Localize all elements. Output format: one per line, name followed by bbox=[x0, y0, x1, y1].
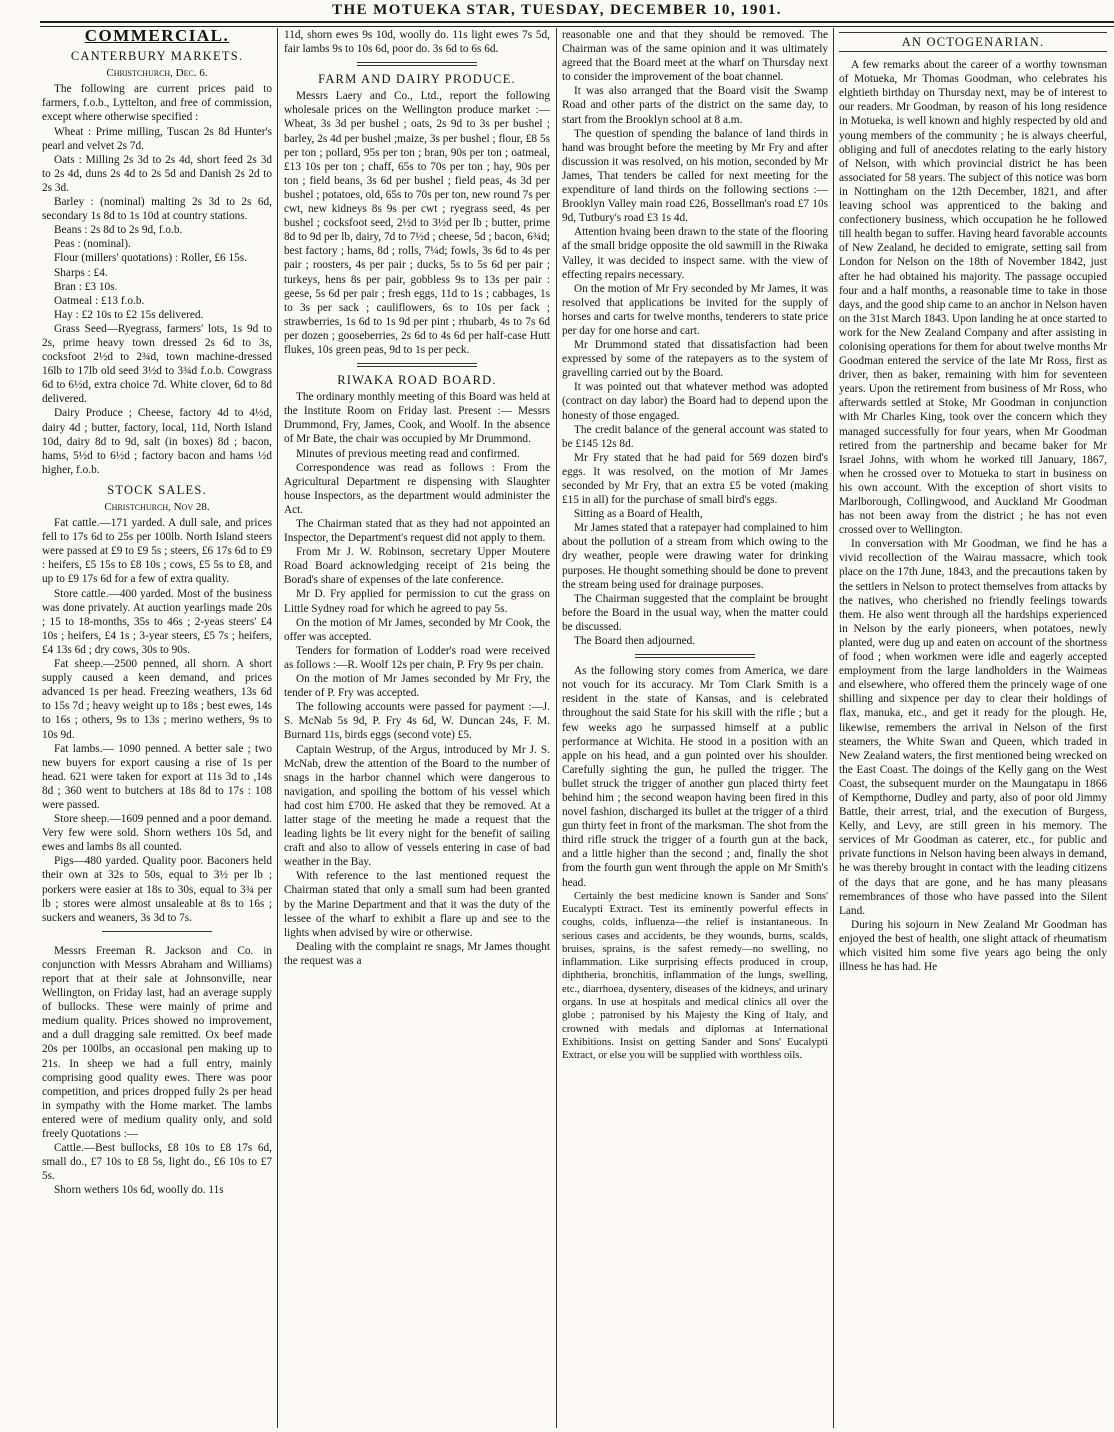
board-report-continued bbox=[562, 28, 828, 648]
paragraph: Hay : £2 10s to £2 15s delivered. bbox=[54, 308, 204, 321]
paragraph: Sharps : £4. bbox=[54, 266, 108, 279]
paragraph: The Board then adjourned. bbox=[574, 635, 696, 648]
paragraph: Shorn wethers 10s 6d, woolly do. 11s bbox=[54, 1184, 224, 1197]
paragraph: Fat lambs.— 1090 penned. A better sale ; two new buyers for export causing a rise of 1s per head. 621 were taken for export at 11s 3d to ,14s 8d ; 360 went to butchers at 18s 8d to 17s : 108 were passed. bbox=[42, 742, 272, 811]
paragraph: On the motion of Mr Fry seconded by Mr James, it was resolved that applications be invited for the supply of horses and carts for twelve months, tenderers to state price per day for one horse and cart. bbox=[562, 282, 828, 337]
paragraph: Oatmeal : £13 f.o.b. bbox=[54, 294, 145, 307]
heading-stock-sales: STOCK SALES. bbox=[107, 482, 207, 497]
column-octogenarian bbox=[839, 28, 1107, 1428]
paragraph: The ordinary monthly meeting of this Board was held at the Institute Room on Friday last. Present :— Messrs Drummond, Fry, James, Cook, and Woolf. In the absence of Mr Bate, the chair was occupied by Mr Drummond. bbox=[284, 391, 550, 446]
divider-line bbox=[357, 62, 477, 66]
paragraph: Attention hvaing been drawn to the state of the flooring af the small bridge opposite the old sawmill in the Riwaka Valley, it was decided to inspect same. with the view of effecting repairs necessary. bbox=[562, 226, 828, 281]
paragraph: Grass Seed—Ryegrass, farmers' lots, 1s 9d to 2s, prime heavy town dressed 2s 6d to 3s, cocksfoot 2½d to 2¾d, town machine-dressed 16lb to 17lb old seed 3½d to 3¾d f.o.b. Cowgrass 6d to 6½d, extra choice 7d. White clover, 6d to 8d delivered. bbox=[42, 322, 272, 406]
heading-farm-dairy: FARM AND DAIRY PRODUCE. bbox=[318, 72, 516, 87]
paragraph: With reference to the last mentioned request the Chairman stated that only a small sum had been granted by the Marine Department and that it was the duty of the lessee of the wharf to exhibit a flare up and see to the lights when advised by wire or otherwise. bbox=[284, 870, 550, 939]
masthead-rule bbox=[40, 21, 1114, 27]
paragraph: Sitting as a Board of Health, bbox=[574, 508, 703, 521]
paragraph: The Chairman suggested that the complaint be brought before the Board in the usual way, when the matter could be discussed. bbox=[562, 592, 828, 633]
paragraph: Wheat : Prime milling, Tuscan 2s 8d Hunter's pearl and velvet 2s 7d. bbox=[42, 125, 272, 152]
paragraph: It was pointed out that whatever method was adopted (contract on day labor) the Board had to depend upon the honesty of those engaged. bbox=[562, 381, 828, 422]
paragraph: A few remarks about the career of a worthy townsman of Motueka, Mr Thomas Goodman, who celebrates his elghtieth birthday on Thursday next, may be of interest to our readers. Mr Goodman, by reason of his long residence in Motueka, is well known and highly respected by old and young members of the community ; he is always cheerful, obliging and full of anecdotes relating to the early history of Nelson, with which provincial district he has been associated for 58 years. The subject of this notice was born in Nottingham on the 12th December, 1821, and after leaving school was apprenticed to the baking and confectionery business, which occupation he he followed till health began to suffer. Having heard favorable accounts of New Zealand, he decided to emigrate, setting sail from London for Nelson on the 18th of November 1842, just after he had obtained his majority. The passage occupied four and a half months, a reasonable time to take in those days, and the good ship came to an anchor in Nelson haven on the 31st March 1843. Upon landing he at once started to work for the New Zealand Company and after assisting in colonising operations for them for about twelve months Mr Goodman entered the service of the late Mr Ross, first as driver, then as baker, remaining with him for seventeen years. Upon the retirement from business of Mr Ross, who afterwards settled at Stoke, Mr Goodman in conjunction with Mr Charles King, took over the concern which they managed successfully for four years, when Mr Goodman retired from the partnership and became baker for Mr Israel Johns, with whom he worked till January, 1867, when he crossed over to Motueka to start in business on his own account. With the exception of short visits to Marlborough, Collingwood, and Auckland Mr Goodman has not been away from the district ; he has not even crossed over to Wellington. bbox=[839, 59, 1107, 537]
paragraph: Mr Drummond stated that dissatisfaction had been expressed by some of the ratepayers as to the system of gravelling carried out by the Board. bbox=[562, 339, 828, 380]
column-divider bbox=[277, 28, 278, 1428]
story-paragraph: As the following story comes from America, we dare not vouch for its accuracy. Mr Tom Clark Smith is a resident in the state of Kansas, and is celebrated throughout the said State for his skill with the rifle ; but a few weeks ago he surpassed himself at a public performance at Wichita. He stood in a position with an apple on his head, and a gun pointed over his shoulder. Carefully sighting the gun, he pulled the trigger. The bullet struck the trigger of another gun placed thirty feet behind him ; the second weapon having been fired in this novel fashion, discharged its bullet at the trigger of a third gun thirty feet in front of the marksman. The shot from the third rifle struck the trigger of a fourth gun at the back, and a little higher than the second ; and, finally the shot from the fourth gun went through the apple on Mr Smith's head. bbox=[562, 665, 828, 889]
paragraph: Store cattle.—400 yarded. Most of the business was done privately. At auction yearlings made 20s ; 15 to 18-months, 35s to 46s ; 2-yeas steers' £4 10s ; heifers, £4 1s ; 3-year steers, £5 7s ; heifers, £4 13s 6d ; dry cows, 30s to 90s. bbox=[42, 587, 272, 656]
advertisement-paragraph: Certainly the best medicine known is Sander and Sons' Eucalypti Extract. Test its eminently powerful effects in coughs, colds, influenza—the relief is instantaneous. In serious cases and accidents, be they wounds, burns, scalds, bruises, sprains, is the safest remedy—no swelling, no inflammation. Like surprising effects produced in croup, diphtheria, bronchitis, inflammation of the lungs, swelling, etc., diarrhoea, dysentery, diseases of the kidneys, and urinary organs. In use at hospitals and medical clinics all over the globe ; patronised by his Majesty the King of Italy, and crowned with medals and diplomas at International Exhibitions. Insist on getting Sander and Sons' Eucalypti Extract, or else you will be supplied with worthless oils. bbox=[562, 889, 828, 1062]
section-title-commercial: COMMERCIAL. bbox=[84, 28, 230, 45]
column-divider bbox=[556, 28, 557, 1428]
paragraph: Fat sheep.—2500 penned, all shorn. A short supply caused a keen demand, and prices advanced 1s per head. Freezing weathers, 13s 6d to 15s 7d ; heavy weight up to 18s ; best ewes, 14s to 16s ; others, 9s to 13s ; merino wethers, 9s to 10s 9d. bbox=[42, 658, 272, 741]
paragraph: Store sheep.—1609 penned and a poor demand. Very few were sold. Shorn wethers 10s 5d, and ewes and lambs 8s all counted. bbox=[42, 813, 272, 854]
heading-an-octogenarian: AN OCTOGENARIAN. bbox=[839, 32, 1107, 52]
paragraph: Peas : (nominal). bbox=[54, 238, 131, 251]
paragraph: Minutes of previous meeting read and confirmed. bbox=[296, 447, 520, 460]
paragraph: During his sojourn in New Zealand Mr Goodman has enjoyed the best of health, one slight attack of rheumatism which visited him some five years ago being the only illness he has had. He bbox=[839, 918, 1107, 974]
paragraph: Dairy Produce ; Cheese, factory 4d to 4½d, dairy 4d ; butter, factory, local, 11d, North Island 10d, dairy 8d to 9d, salt (in boxes) 8d ; bacon, hams, 5½d to 6½d ; factory bacon and hams ½d higher, f.o.b. bbox=[42, 407, 272, 476]
heading-canterbury-markets: CANTERBURY MARKETS. bbox=[70, 49, 244, 64]
dateline: Christchurch, Nov 28. bbox=[104, 501, 210, 513]
paragraph: The question of spending the balance of land thirds in hand was brought before the meeting by Mr Fry and after discussion it was resolved, on his motion, seconded by Mr James, That tenders be called for next meeting for the expenditure of land thirds on the following sections :—Brooklyn Valley main road £26, Bossellman's road £7 10s 9d, Tutbury's road £3 1s 4d. bbox=[562, 127, 828, 225]
masthead: THE MOTUEKA STAR, TUESDAY, DECEMBER 10, 1901. bbox=[332, 2, 782, 18]
paragraph: Bran : £3 10s. bbox=[54, 280, 118, 293]
paragraph: Mr Fry stated that he had paid for 569 dozen bird's eggs. It was resolved, on the motion of Mr James seconded by Mr Fry, that an extra £5 be voted (making £15 in all) for the purchase of small bird's eggs. bbox=[562, 451, 828, 507]
paragraph: On the motion of Mr James seconded by Mr Fry, the tender of P. Fry was accepted. bbox=[284, 673, 550, 700]
paragraph: 11d, shorn ewes 9s 10d, woolly do. 11s light ewes 7s 5d, fair lambs 9s to 10s 6d, poor do. 3s 6d to 6s 6d. bbox=[284, 29, 550, 56]
paragraph: Dealing with the complaint re snags, Mr James thought the request was a bbox=[284, 940, 550, 967]
paragraph: Barley : (nominal) malting 2s 3d to 2s 6d, secondary 1s 8d to 1s 10d at country stations. bbox=[42, 196, 272, 223]
riwaka-report bbox=[284, 390, 550, 968]
paragraph: In conversation with Mr Goodman, we find he has a vivid recollection of the Wairau massacre, which took place on the 17th June, 1843, and the precautions taken by the settlers in Nelson to protect themselves from attacks by the natives, who cherished no friendly feelings towards them. He also went through all the hardships experienced in Nelson by the early pioneers, when potatoes, newly planted, were dug up and eaten on account of the shortness of food ; when workmen were idle and eagerly accepted employment from the large landholders in the Waimeas and elsewhere, who offered them the princely wage of one shilling and sixpence per day to clear their holdings of flax, manuka, etc., and get it ready for the plough. He, likewise, remembers the arrival in Nelson of the first steamers, the White Swan and Queen, which traded in New Zealand waters, the first mentioned being wrecked on the East Coast. The doings of the Kelly gang on the West Coast, the subsequent murder on the Maungatapu in 1866 of Kempthorne, Dudley and party, also of poor old Jimmy Battle, their arrest, trial, and the execution of Burgess, Kelly, and Levy, are still green in his memory. The services of Mr Goodman as caterer, etc., for public and private functions in Nelson having been always in demand, he was thereby brought in contact with the leading citizens of the days that are gone, and he has many pleasans remembrances of those who have passed into the Silent Land. bbox=[839, 538, 1107, 917]
paragraph: From Mr J. W. Robinson, secretary Upper Moutere Road Board acknowledging receipt of 21s being the Borad's share of expenses of the late conference. bbox=[284, 546, 550, 587]
paragraph: It was also arranged that the Board visit the Swamp Road and other parts of the district on the same day, to start from the Brooklyn school at 8 a.m. bbox=[562, 85, 828, 126]
paragraph: The following accounts were passed for payment :—J. S. McNab 5s 9d, P. Fry 4s 6d, W. Duncan 24s, F. M. Burnard 11s, birds eggs (second vote) £5. bbox=[284, 701, 550, 742]
paragraph: Flour (millers' quotations) : Roller, £6 15s. bbox=[54, 252, 247, 265]
paragraph: reasonable one and that they should be removed. The Chairman was of the same opinion and it was ultimately agreed that the Board meet at the wharf on Thursday next to consider the improvement of the boat channel. bbox=[562, 29, 828, 84]
paragraph: Captain Westrup, of the Argus, introduced by Mr J. S. McNab, drew the attention of the Board to the number of snags in the harbor channel which were dangerous to navigation, and spoiling the bottom of his vessel which had cost him £700. He asked that they be removed. At a latter stage of the meeting he made a request that the leading lights be lit every night for the benefit of sailing craft and also to allow of vessels entering in case of bad weather in the Bay. bbox=[284, 743, 550, 869]
paragraph: The credit balance of the general account was stated to be £145 12s 8d. bbox=[562, 423, 828, 450]
heading-riwaka-road-board: RIWAKA ROAD BOARD. bbox=[337, 373, 497, 388]
paragraph: Messrs Freeman R. Jackson and Co. in conjunction with Messrs Abraham and Williams) report that at their sale at Johnsonville, near Wellington, on Friday last, had an average supply of bullocks. These were mainly of prime and medium quality. Prices showed no improvement, and a dull dragging sale remitted. Ox beef made 20s per 100lbs, an occasional pen making up to 21s. In sheep we had a full entry, mainly comprising good quality ewes. There was poor competition, and prices dropped fully 2s per head in sympathy with the Home market. The lambs entered were of medium quality only, and sold freely Quotations :— bbox=[42, 944, 272, 1141]
paragraph: Pigs—480 yarded. Quality poor. Baconers held their own at 32s to 50s, equal to 3½ per lb ; porkers were easier at 18s to 30s, equal to 3¾ per lb ; stores were almost unsaleable at 8s to 16s ; suckers and weaners, 3s 3d to 7s. bbox=[42, 855, 272, 924]
paragraph: The Chairman stated that as they had not appointed an Inspector, the Department's request did not apply to them. bbox=[284, 518, 550, 545]
paragraph: Mr James stated that a ratepayer had complained to him about the pollution of a stream from which owing to the dry weather, people were drawing water for drinking purposes. He thought something should be done to prevent the stream being used for drainage purposes. bbox=[562, 522, 828, 591]
stock-list bbox=[42, 516, 272, 925]
divider-line bbox=[635, 654, 755, 658]
paragraph: Messrs Laery and Co., Ltd., report the following wholesale prices on the Wellington produce market :—Wheat, 3s 3d per bushel ; oats, 2s 9d to 3s per bushel ; barley, 2s 4d per bushel ;maize, 3s per bushel ; flour, £8 5s per ton ; pollard, 95s per ton ; bran, 90s per ton ; oatmeal, £13 10s per ton ; chaff, 65s to 70s per ton ; hay, 90s per ton ; field beans, 3s 6d per bushel ; field peas, 4s 3d per bushel ; potatoes, old, 65s to 70s per ton, new round 7s per cwt, new kidneys 8s 9s per cwt ; ryegrass seed, 4s per bushel ; cocksfoot seed, 2½d to 3½d per lb ; butter, prime 8d to 9d per lb, dairy, 7d to 7½d ; cheese, 5d ; bacon, 6¾d; best factory ; hams, 8d ; rolls, 7¼d; fowls, 3s 6d to 4s per pair ; roosters, 4s per pair ; ducks, 5s to 5s 6d per pair ; turkeys, hens 8s per pair, gobbless 9s to 13s per pair : geese, 5s 6d per pair ; fresh eggs, 11d to 1s ; cabbages, 1s to 3s per sack ; cauliflowers, 6s to 10s per fack ; strawberries, 1s 6d to 1s 9d per pint ; rhubarb, 4s to 7s 6d per dozen ; gooseberries, 2s 6d to 4s 6d per half-case Hutt flukes, 10s green peas, 9d to 1s per peck. bbox=[284, 90, 550, 356]
paragraph: On the motion of Mr James, seconded by Mr Cook, the offer was accepted. bbox=[284, 616, 550, 643]
paragraph: The following are current prices paid to farmers, f.o.b., Lyttelton, and free of commission, except where otherwise specified : bbox=[42, 83, 272, 124]
paragraph: Oats : Milling 2s 3d to 2s 4d, short feed 2s 3d to 2s 4d, duns 2s 4d to 2s 5d and Danish 2s 2d to 2s 3d. bbox=[42, 153, 272, 194]
dateline: Christchurch, Dec. 6. bbox=[106, 67, 208, 80]
paragraph: Correspondence was read as follows : From the Agricultural Department re dispensing with Slaughter house Inspectors, as the department would administer the Act. bbox=[284, 461, 550, 516]
markets-list bbox=[42, 82, 272, 477]
paragraph: Mr D. Fry applied for permission to cut the grass on Little Sydney road for which he agreed to pay 5s. bbox=[284, 588, 550, 615]
paragraph: Tenders for formation of Lodder's road were received as follows :—R. Woolf 12s per chain, P. Fry 9s per chain. bbox=[284, 644, 550, 671]
paragraph: Cattle.—Best bullocks, £8 10s to £8 17s 6d, small do., £7 10s to £8 5s, light do., £6 10s to £7 5s. bbox=[42, 1142, 272, 1183]
column-commercial bbox=[42, 28, 272, 1428]
divider-line bbox=[102, 931, 212, 932]
column-board-story bbox=[562, 28, 828, 1428]
divider-line bbox=[357, 363, 477, 367]
paragraph: Beans : 2s 8d to 2s 9d, f.o.b. bbox=[54, 224, 183, 237]
paragraph: Fat cattle.—171 yarded. A dull sale, and prices fell to 17s 6d to 25s per 100lb. North Island steers were passed at £9 to £9 5s ; steers, £6 17s 6d to £9 : heifers, £5 15s to £8 10s ; cows, £5 5s to £8, and up to £9 17s 6d for a few of extra quality. bbox=[42, 517, 272, 586]
column-farm-riwaka bbox=[284, 28, 550, 1428]
column-divider bbox=[833, 28, 834, 1428]
